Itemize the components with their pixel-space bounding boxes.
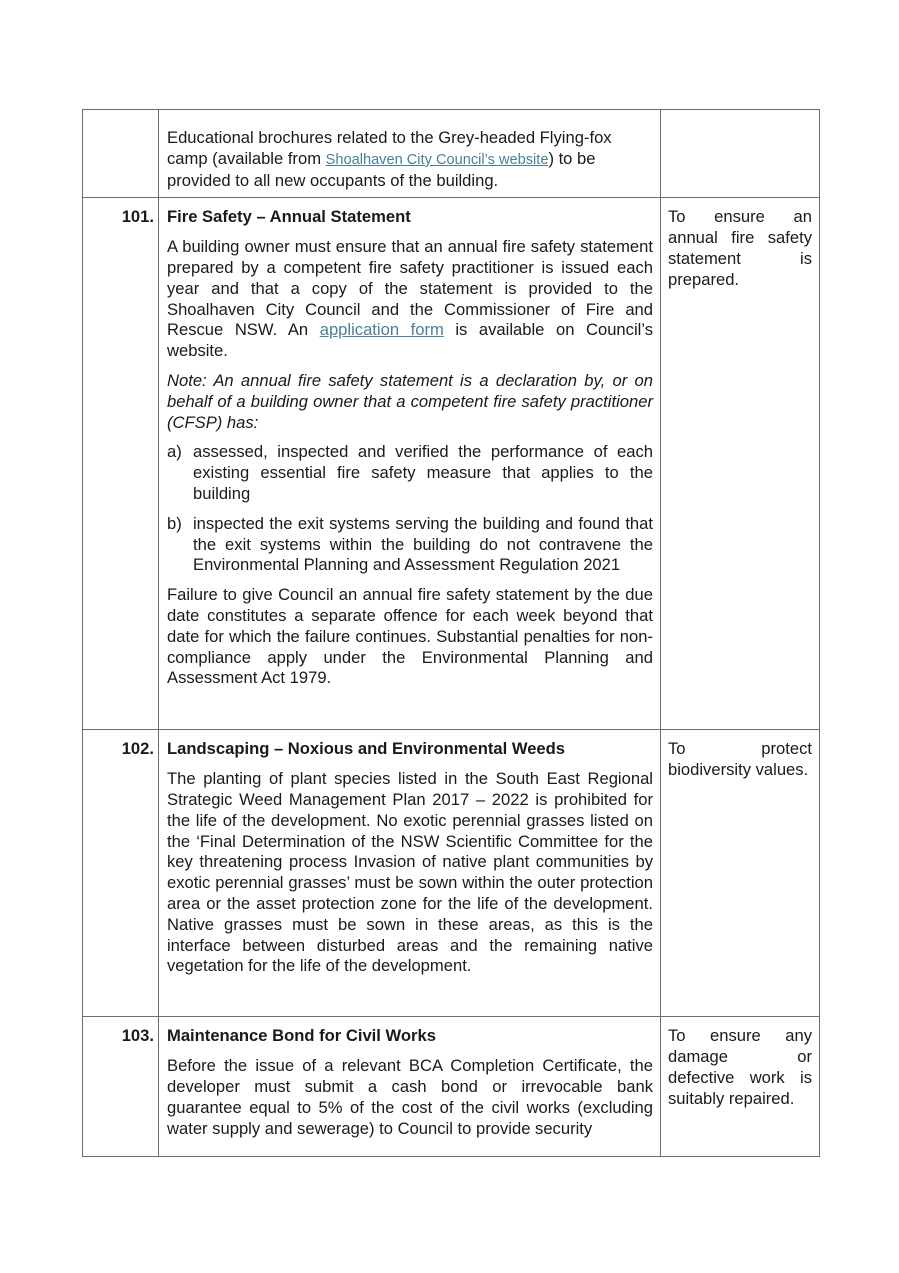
condition-paragraph [167, 237, 653, 362]
condition-row-102 [83, 730, 820, 1017]
condition-text [159, 110, 661, 198]
reason-text: To protect biodiversity values. [668, 739, 812, 780]
list-text: inspected the exit systems serving the building and found that the exit systems within the building do not contravene the Environmental Planning and Assessment Regulation 2021 [193, 513, 653, 575]
condition-reason [661, 1017, 820, 1157]
list-text: assessed, inspected and verified the performance of each existing essential fire safety measure that applies to the building [193, 442, 653, 503]
brochure-text-before: Educational brochures related to the Grey-headed Flying-fox camp (available from [167, 128, 612, 168]
condition-title: Landscaping – Noxious and Environmental Weeds [167, 739, 566, 759]
condition-number: 103. [83, 1017, 159, 1157]
council-website-link[interactable]: Shoalhaven City Council’s website [325, 151, 549, 168]
condition-paragraph: Before the issue of a relevant BCA Completion Certificate, the developer must submit a cash bond or irrevocable bank guarantee equal to 5% of the cost of the civil works (excluding water supply and sewerage) to Council to provide security [167, 1056, 653, 1138]
condition-row-101 [83, 198, 820, 730]
condition-number: 102. [83, 730, 159, 1017]
conditions-table [82, 109, 820, 1157]
brochure-text-after: ) to be provided to all new occupants of the building. [167, 148, 596, 190]
condition-number [83, 110, 159, 198]
condition-title: Maintenance Bond for Civil Works [167, 1026, 436, 1046]
paragraph-text-before: A building owner must ensure that an annual fire safety statement prepared by a competent fire safety practitioner is issued each year and that a copy of the statement is provided to the Shoalhaven City Council and the Commissioner of Fire and Rescue NSW. An [167, 237, 653, 340]
condition-title: Fire Safety – Annual Statement [167, 207, 411, 227]
list-marker: a) [167, 442, 182, 462]
brochure-paragraph [167, 128, 653, 191]
condition-row-103 [83, 1017, 820, 1157]
condition-reason [661, 110, 820, 198]
paragraph-text-after: is available on Council’s website. [167, 320, 653, 361]
condition-paragraph: The planting of plant species listed in the South East Regional Strategic Weed Management Plan 2017 – 2022 is prohibited for the life of the development. No exotic perennial grasses listed on the ‘Final Determination of the NSW Scientific Committee for the key threatening process Invasion of native plant communities by exotic perennial grasses’ must be sown within the outer protection area or the asset protection zone for the life of the development. Native grasses must be sown in these areas, as this is the interface between disturbed areas and the remaining native vegetation for the life of the development. [167, 769, 653, 976]
condition-text [159, 1017, 661, 1157]
list-item [167, 514, 653, 576]
condition-row-continued [83, 110, 820, 198]
condition-note: Note: An annual fire safety statement is a declaration by, or on behalf of a building owner that a competent fire safety practitioner (CFSP) has: [167, 370, 653, 432]
condition-text [159, 198, 661, 730]
reason-text: To ensure any damage or defective work is suitably repaired. [668, 1026, 812, 1108]
reason-text: To ensure an annual fire safety statement is prepared. [668, 207, 812, 289]
condition-text [159, 730, 661, 1017]
condition-reason [661, 198, 820, 730]
list-marker: b) [167, 513, 182, 533]
condition-number: 101. [83, 198, 159, 730]
condition-paragraph: Failure to give Council an annual fire safety statement by the due date constitutes a separate offence for each week beyond that date for which the failure continues. Substantial penalties for non-compliance apply under the Environmental Planning and Assessment Act 1979. [167, 585, 653, 688]
application-form-link[interactable]: application form [319, 320, 444, 340]
list-item [167, 442, 653, 504]
condition-list [167, 442, 653, 576]
condition-reason [661, 730, 820, 1017]
